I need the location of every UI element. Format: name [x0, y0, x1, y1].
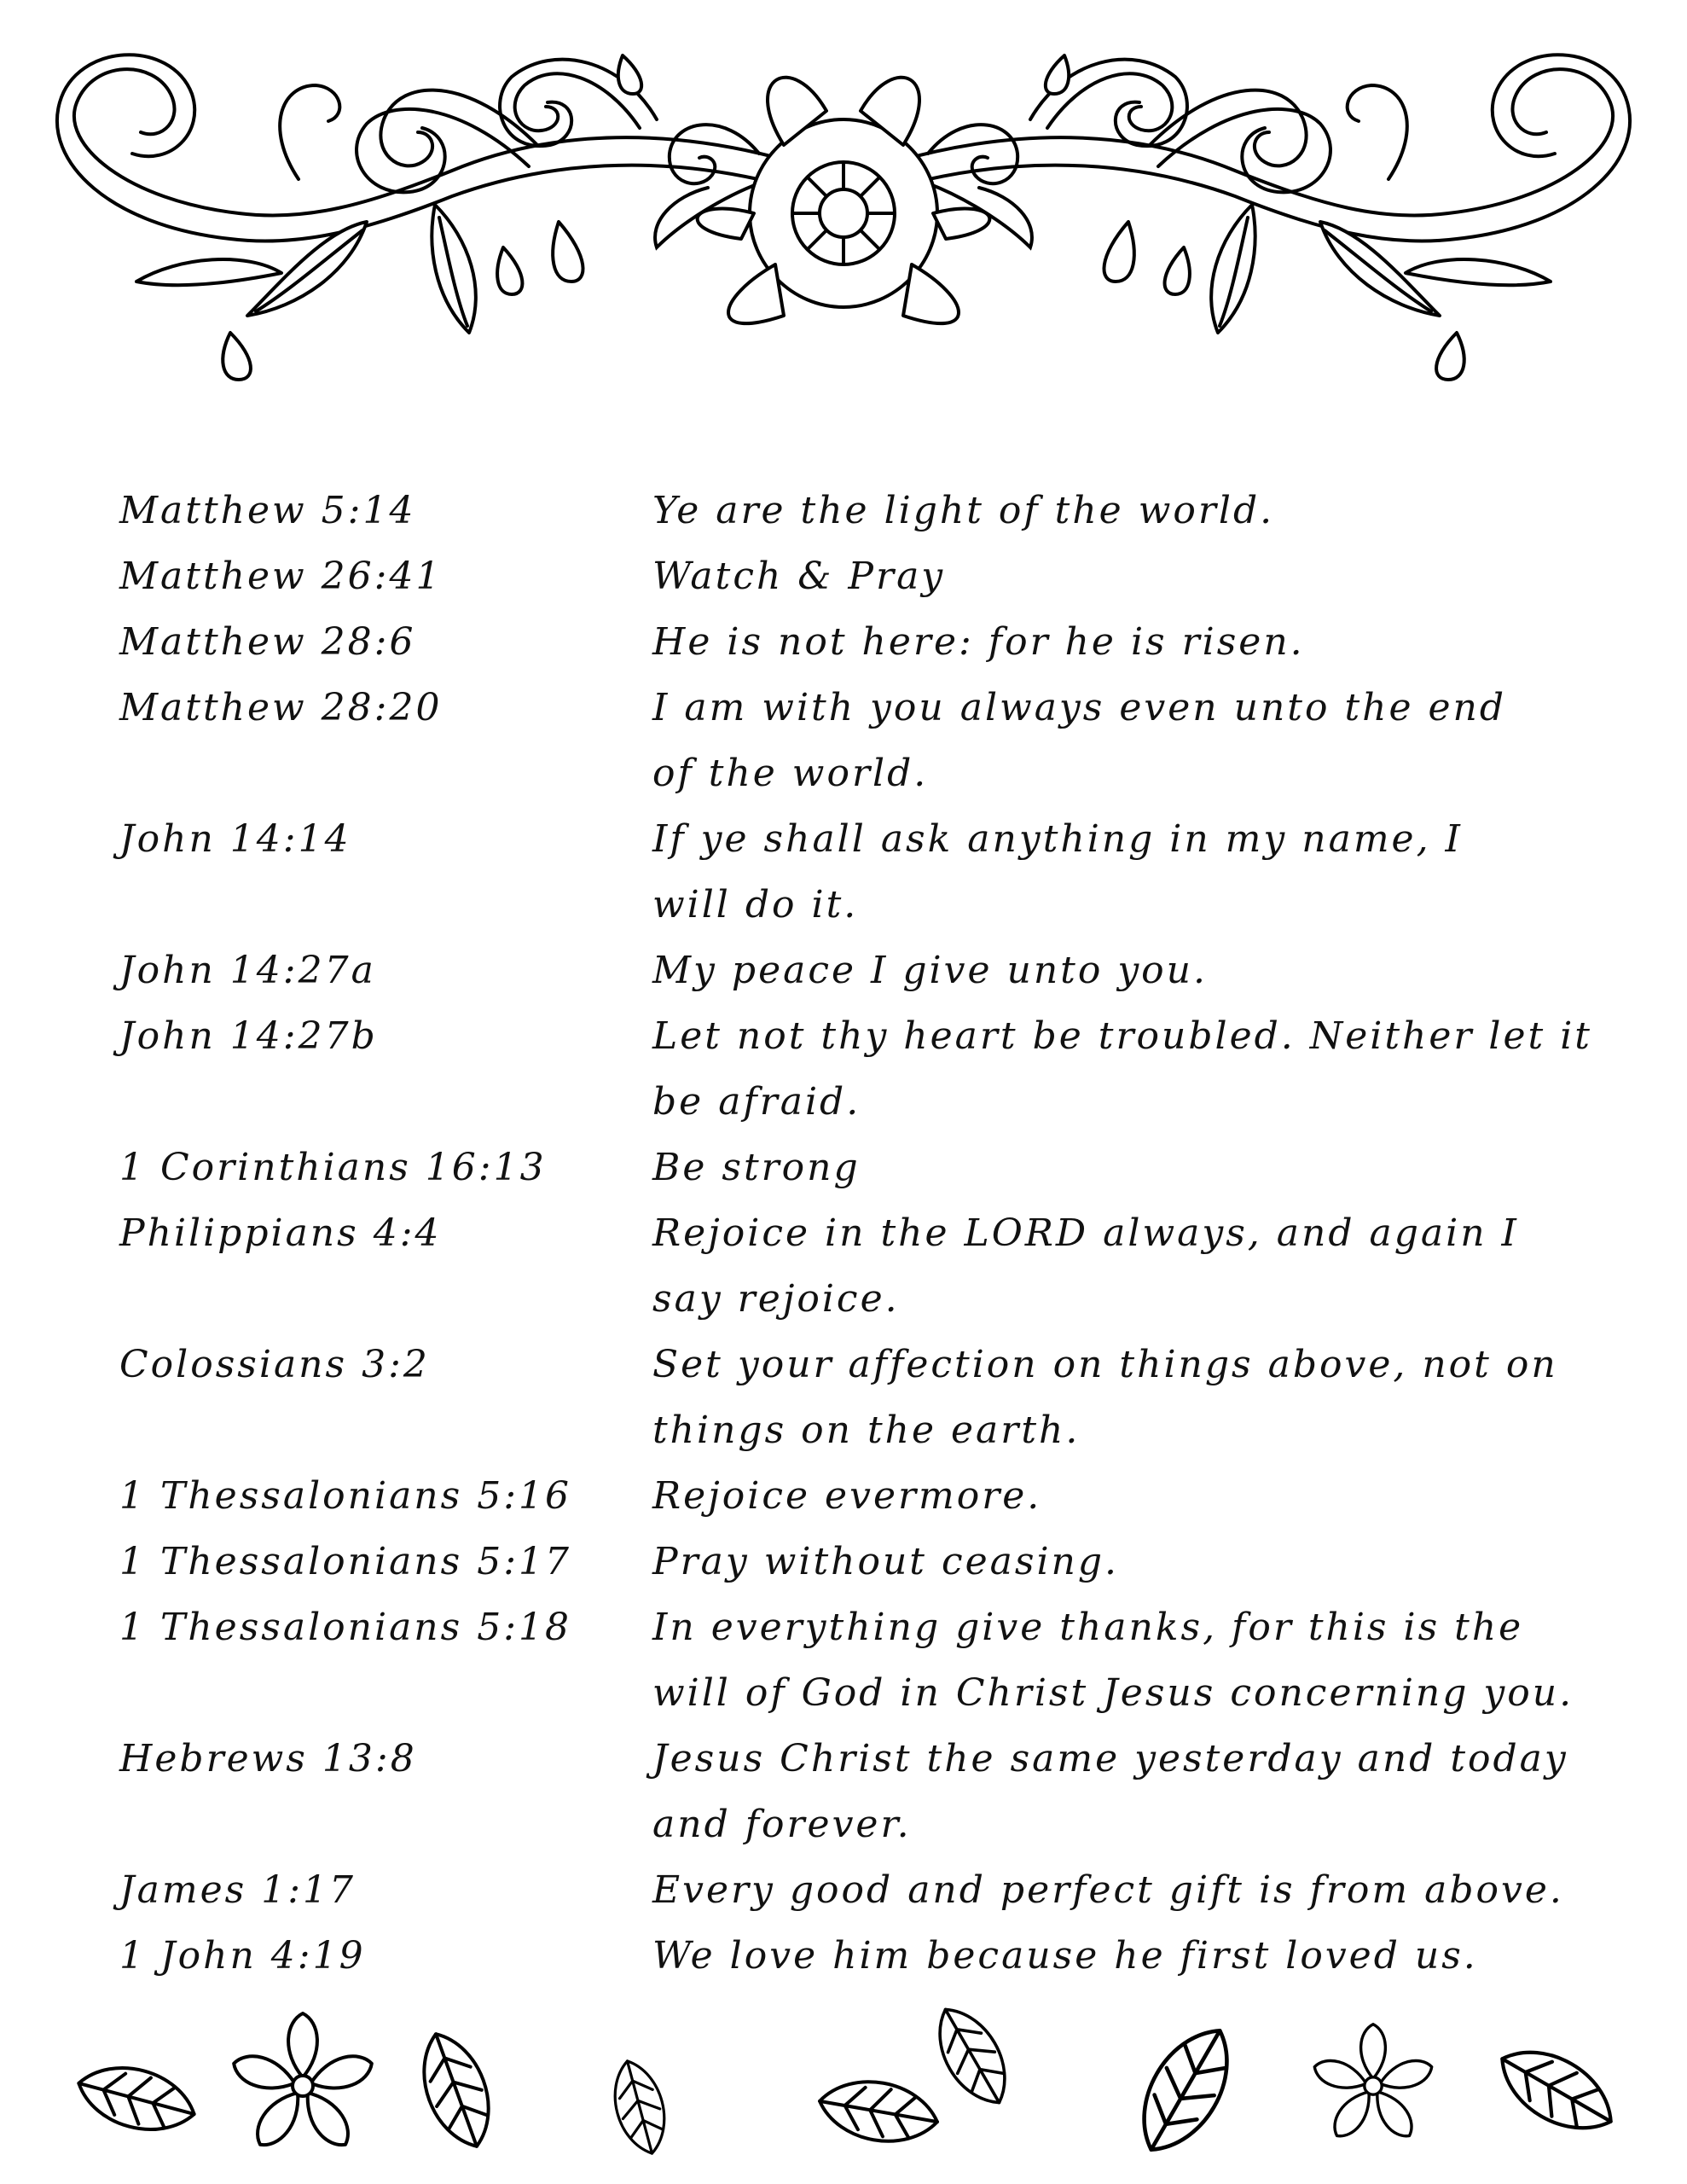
verse-row [119, 1857, 1620, 1923]
verse-reference: John 14:27a [119, 949, 376, 992]
flower-icon [1311, 2024, 1435, 2143]
leaf-icon [923, 1996, 1022, 2115]
verse-reference: John 14:27b [119, 1014, 378, 1058]
floral-header-ornament [26, 26, 1661, 401]
verse-reference: Hebrews 13:8 [119, 1737, 417, 1780]
verse-reference: Philippians 4:4 [119, 1211, 442, 1255]
verse-text: Ye are the light of the world. [652, 489, 1275, 532]
verse-text: He is not here: for he is risen. [652, 620, 1305, 664]
verse-text: We love him because he first loved us. [652, 1934, 1478, 1978]
verse-text: Let not thy heart be troubled. Neither let it be afraid. [652, 1014, 1592, 1124]
verse-row [119, 478, 1620, 543]
verse-reference: Matthew 5:14 [119, 489, 416, 532]
verse-row [119, 1003, 1620, 1135]
verse-reference: 1 Thessalonians 5:18 [119, 1606, 572, 1649]
verse-text: If ye shall ask anything in my name, I will do it. [652, 817, 1463, 926]
leaf-icon [409, 2024, 503, 2157]
verse-reference: Matthew 28:6 [119, 620, 416, 664]
verse-row [119, 806, 1620, 938]
verse-reference: 1 Thessalonians 5:16 [119, 1474, 572, 1518]
verse-row [119, 1135, 1620, 1200]
verse-text: Be strong [652, 1146, 861, 1189]
verse-row [119, 1200, 1620, 1332]
leaf-icon [1122, 2014, 1249, 2166]
leaf-icon [605, 2055, 674, 2159]
verse-row [119, 1594, 1620, 1726]
verse-reference: Colossians 3:2 [119, 1343, 430, 1386]
verse-text: My peace I give unto you. [652, 949, 1208, 992]
verse-reference: 1 John 4:19 [119, 1934, 366, 1978]
verse-row [119, 675, 1620, 806]
verse-reference: 1 Thessalonians 5:17 [119, 1540, 572, 1583]
verse-row [119, 609, 1620, 675]
verse-reference: John 14:14 [119, 817, 351, 861]
verse-text: Jesus Christ the same yesterday and today and forever. [652, 1737, 1568, 1846]
verse-text: Rejoice evermore. [652, 1474, 1042, 1518]
verse-text: Set your affection on things above, not on things on the earth. [652, 1343, 1558, 1452]
verse-text: Watch & Pray [652, 555, 946, 598]
verse-row [119, 1923, 1620, 1989]
leaf-icon [815, 2073, 942, 2151]
verse-text: Every good and perfect gift is from above. [652, 1868, 1564, 1912]
verse-row [119, 1726, 1620, 1857]
footer-leaf-flower-border [51, 1988, 1638, 2167]
leaf-icon [1487, 2033, 1626, 2148]
flower-icon [229, 2013, 376, 2153]
verse-reference: 1 Corinthians 16:13 [119, 1146, 547, 1189]
verse-reference: Matthew 26:41 [119, 555, 443, 598]
verse-list [119, 478, 1620, 1989]
verse-row [119, 543, 1620, 609]
verse-row [119, 1529, 1620, 1594]
leaf-icon [72, 2055, 202, 2141]
verse-text: I am with you always even unto the end of the world. [652, 686, 1507, 795]
verse-reference: Matthew 28:20 [119, 686, 443, 729]
verse-text: In everything give thanks, for this is the will of God in Christ Jesus concerning you. [652, 1606, 1574, 1715]
verse-text: Rejoice in the LORD always, and again I say rejoice. [652, 1211, 1519, 1321]
verse-reference: James 1:17 [119, 1868, 357, 1912]
verse-row [119, 1332, 1620, 1463]
verse-text: Pray without ceasing. [652, 1540, 1120, 1583]
verse-row [119, 938, 1620, 1003]
verse-row [119, 1463, 1620, 1529]
